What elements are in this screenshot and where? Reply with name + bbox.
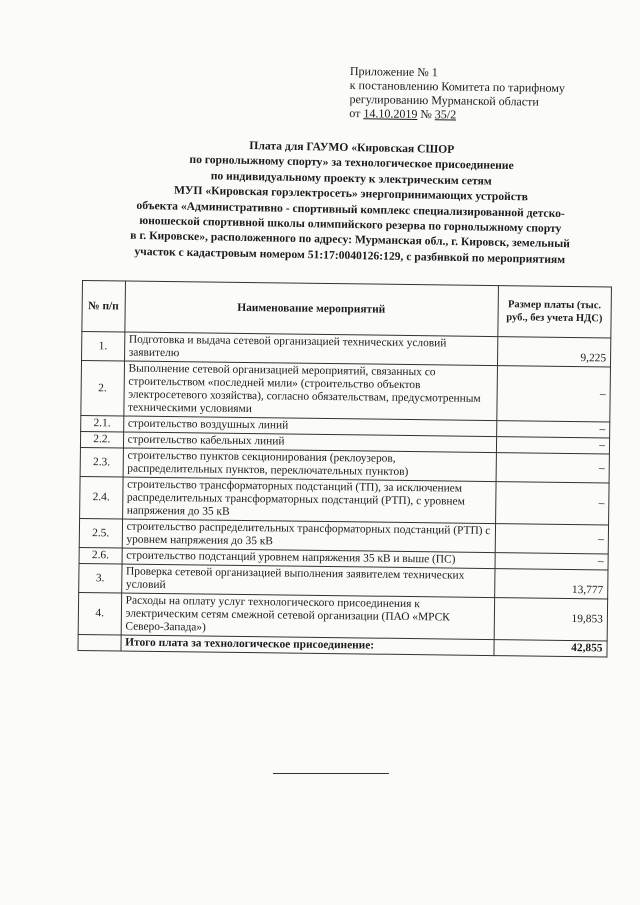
row-value: –	[496, 366, 610, 422]
title-line: юношеской спортивной школы олимпийского резерва по горнолыжному спорту	[139, 213, 562, 236]
row-name: строительство трансформаторных подстанций (ТП), за исключением распределительных трансформаторных подстанций (РТП), с уровнем напряжения до 35 кВ	[122, 477, 495, 524]
title-line: МУП «Кировская горэлектросеть» энергопринимающих устройств	[173, 183, 529, 204]
appendix-ref-line: к постановлению Комитета по тарифному	[349, 77, 566, 96]
row-name: строительство пунктов секционирования (реклоузеров, распределительных пунктов, переключательных пунктов)	[123, 448, 496, 482]
header-num: № п/п	[82, 281, 125, 333]
row-num: 2.	[81, 361, 124, 417]
row-name: Подготовка и выдача сетевой организацией технических условий заявителю	[124, 332, 497, 366]
row-value: –	[496, 453, 610, 483]
row-value: –	[496, 421, 610, 438]
row-value: –	[495, 524, 609, 554]
row-name: строительство подстанций уровнем напряжения 35 кВ и выше (ПС)	[122, 548, 495, 569]
row-value: 13,777	[494, 569, 608, 599]
appendix-header	[349, 64, 610, 124]
signature-line	[273, 773, 389, 774]
table-row	[81, 361, 611, 422]
title-line: в г. Кировске», расположенного по адресу: Мурманская обл., г. Кировск, земельный	[130, 229, 571, 251]
title-line: Плата для ГАУМО «Кировская СШОР	[249, 139, 455, 156]
row-name: строительство воздушных линий	[123, 416, 496, 437]
appendix-date-line: от 14.10.2019 № 35/2	[349, 105, 457, 122]
table-row	[80, 476, 609, 524]
appendix-date: 14.10.2019	[363, 106, 418, 121]
row-num: 2.6.	[79, 547, 122, 564]
header-value: Размер платы (тыс. руб., без учета НДС)	[497, 286, 611, 338]
document-title	[90, 135, 612, 268]
appendix-decree-number: 35/2	[434, 107, 457, 122]
row-num: 2.1.	[81, 415, 124, 432]
row-num: 2.5.	[79, 518, 122, 548]
appendix-number: Приложение № 1	[349, 64, 438, 80]
row-value: 19,853	[494, 598, 608, 641]
total-empty-cell	[78, 634, 121, 651]
header-name: Наименование мероприятий	[124, 281, 498, 337]
row-value: –	[496, 437, 610, 454]
row-num: 4.	[78, 592, 121, 635]
total-value: 42,855	[494, 640, 608, 657]
row-num: 2.3.	[80, 447, 123, 477]
row-name: строительство кабельных линий	[123, 432, 496, 453]
row-name: Выполнение сетевой организацией мероприятий, связанных со строительством «последней мили» (строительство объектов электросетевого хозяйства), согласно обязательствам, предусмотренным техническими условиями	[123, 361, 497, 421]
title-line: по индивидуальному проекту к электрическим сетям	[210, 169, 492, 188]
row-name: строительство распределительных трансформаторных подстанций (РТП) с уровнем напряжения до 35 кВ	[122, 519, 495, 553]
row-value: –	[495, 482, 609, 525]
fee-table-wrapper	[77, 280, 611, 657]
row-value: 9,225	[497, 337, 611, 367]
appendix-committee-line: регулированию Мурманской области	[349, 91, 539, 109]
row-num: 2.4.	[80, 476, 123, 519]
row-name: Проверка сетевой организацией выполнения заявителем технических условий	[121, 564, 494, 598]
row-num: 2.2.	[80, 431, 123, 448]
table-header-row	[82, 281, 612, 338]
title-line: участок с кадастровым номером 51:17:0040126:129, с разбивкой по мероприятиям	[134, 244, 566, 266]
title-line: по горнолыжному спорту» за технологическое присоединение	[189, 153, 514, 173]
row-num: 3.	[79, 563, 122, 593]
row-num: 1.	[82, 332, 125, 362]
row-name: Расходы на оплату услуг технологического присоединения к электрическим сетям смежной сетевой организации (ПАО «МРСК Северо-Запада»)	[121, 593, 494, 640]
title-line: объекта «Административно - спортивный комплекс специализированной детско-	[136, 198, 565, 220]
fee-table	[77, 280, 611, 657]
table-row	[78, 592, 607, 640]
total-label: Итого плата за технологическое присоединение:	[121, 635, 494, 656]
row-value: –	[495, 553, 609, 570]
